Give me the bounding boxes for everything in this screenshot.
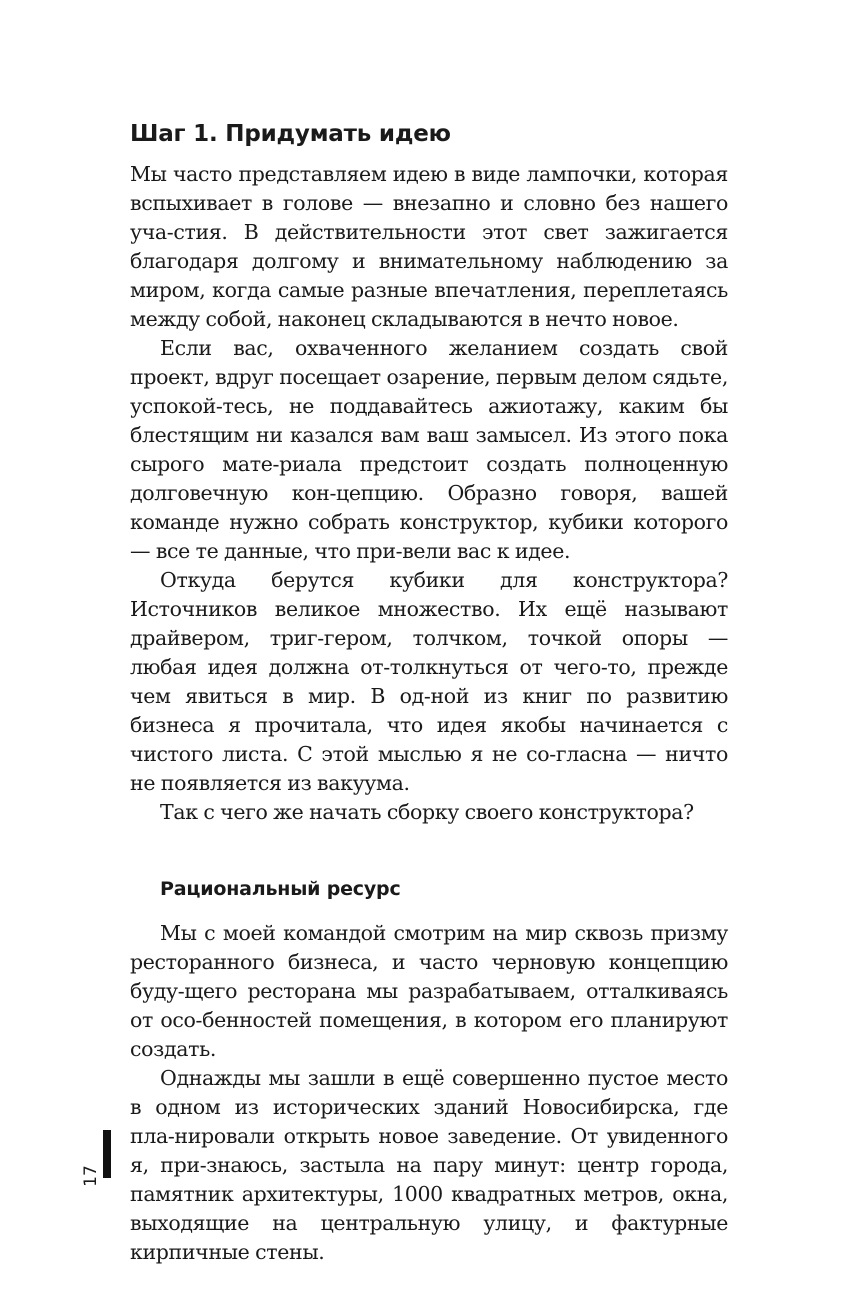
section-gap <box>130 827 728 875</box>
paragraph: Если вас, охваченного желанием создать свой проект, вдруг посещает озарение, первым делом сядьте, успокой-тесь, не поддавайтесь ажиотажу, каким бы блестящим ни казался вам ваш замысел. Из этого пока сырого мате-риала предстоит создать полноценную долговечную кон-цепцию. Образно говоря, вашей команде нужно собрать конструктор, кубики которого — все те данные, что при-вели вас к идее. <box>130 336 728 563</box>
page-number: 17 <box>81 1165 101 1187</box>
folio-bar <box>103 1130 111 1178</box>
paragraph: Однажды мы зашли в ещё совершенно пустое место в одном из исторических зданий Новосибирска, где пла-нировали открыть новое заведение. От увиденного я, при-знаюсь, застыла на пару минут: центр города, памятник архитектуры, 1000 квадратных метров, окна, выходящие на центральную улицу, и фактурные кирпичные стены. <box>130 1066 728 1264</box>
section-heading: Шаг 1. Придумать идею <box>130 121 451 147</box>
page-content <box>130 118 728 1267</box>
paragraph: Мы с моей командой смотрим на мир сквозь призму ресторанного бизнеса, и часто черновую концепцию буду-щего ресторана мы разрабатываем, отталкиваясь от осо-бенностей помещения, в котором его планируют создать. <box>130 921 728 1061</box>
paragraph: Мы часто представляем идею в виде лампочки, которая вспыхивает в голове — внезапно и словно без нашего уча-стия. В действительности этот свет зажигается благодаря долгому и внимательному наблюдению за миром, когда самые разные впечатления, переплетаясь между собой, наконец складываются в нечто новое. <box>130 162 728 331</box>
paragraph: Так с чего же начать сборку своего конструктора? <box>160 800 694 824</box>
paragraph: Откуда берутся кубики для конструктора? Источников великое множество. Их ещё называют драйвером, триг-гером, толчком, точкой опоры — любая идея должна от-толкнуться от чего-то, прежде чем явиться в мир. В од-ной из книг по развитию бизнеса я прочитала, что идея якобы начинается с чистого листа. С этой мыслью я не со-гласна — ничто не появляется из вакуума. <box>130 568 728 795</box>
subsection-heading: Рациональный ресурс <box>160 878 401 900</box>
